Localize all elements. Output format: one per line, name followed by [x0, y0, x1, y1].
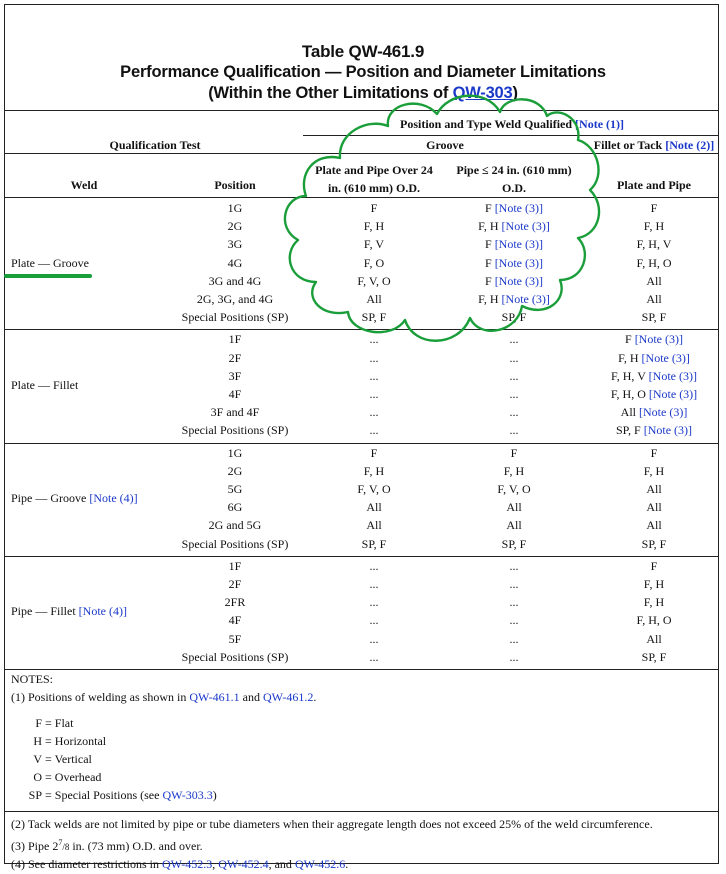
note-3: (3) Pipe $2^7/8$ in. (73 mm) O.D. and over. — [11, 837, 203, 853]
position-cell: 5G — [227, 482, 243, 496]
pipe-le-24-cell: SP, F — [501, 536, 527, 551]
position-cell: 6G — [227, 500, 243, 515]
over-24-cell: F, V, O — [357, 273, 391, 288]
over-24-cell: F — [370, 201, 378, 215]
fillet-tack-cell: All — [646, 518, 662, 533]
pipe-le-24-cell: All — [506, 518, 522, 533]
legend-item: V = Vertical — [20, 750, 217, 768]
pipe-le-24-cell: ... — [509, 631, 519, 646]
header-groove: Groove — [426, 138, 464, 152]
header-position-type: Position and Type Weld Qualified [Note (1)] — [399, 117, 625, 131]
fillet-tack-cell: F — [650, 201, 658, 215]
over-24-cell: F, V — [363, 237, 385, 252]
legend-code: O — [33, 770, 42, 784]
legend-code: F — [35, 716, 42, 730]
note-1: (1) Positions of welding as shown in QW-461.1 and QW-461.2. — [11, 690, 317, 704]
qw-452-3-link[interactable]: QW-452.3 — [161, 857, 213, 871]
over-24-cell: ... — [369, 631, 379, 646]
note-3-link[interactable]: [Note (3)] — [643, 423, 693, 438]
fillet-tack-value: F, H — [618, 350, 639, 365]
note-3-link[interactable]: [Note (3)] — [648, 387, 698, 401]
position-cell: Special Positions (SP) — [181, 423, 289, 438]
cloud-annotation — [285, 96, 599, 341]
pipe-le-24-cell: All — [506, 500, 522, 515]
qw-452-6-link[interactable]: QW-452.6 — [294, 857, 346, 871]
fillet-tack-cell: All — [646, 500, 662, 515]
position-cell: 2FR — [224, 595, 246, 610]
pipe-le-24-cell: ... — [509, 577, 519, 591]
pipe-le-24-cell: ... — [509, 649, 519, 664]
position-cell: Special Positions (SP) — [181, 536, 289, 551]
position-cell: Special Positions (SP) — [181, 649, 289, 664]
pipe-le-24-cell: F, V, O — [497, 482, 531, 496]
note-3-link[interactable]: [Note (3)] — [494, 201, 543, 215]
over-24-cell: F, H — [363, 463, 385, 478]
table-subtitle-qualifier: (Within the Other Limitations of QW-303) — [208, 84, 518, 102]
pipe-le-24-cell: ... — [509, 387, 519, 401]
over-24-cell: ... — [369, 613, 379, 628]
table-subtitle: Performance Qualification — Position and Diameter Limitations — [120, 63, 606, 81]
header-fillet-tack: Fillet or Tack [Note (2)] — [593, 138, 715, 152]
fillet-tack-cell: F, H, V — [636, 237, 672, 252]
note-3-link[interactable]: [Note (3)] — [641, 350, 690, 365]
pipe-le-24-cell: ... — [509, 332, 519, 347]
qw-303-3-link[interactable]: QW-303.3 — [162, 788, 213, 802]
header-position: Position — [214, 178, 256, 192]
pipe-le-24-cell: ... — [509, 368, 519, 383]
position-cell: 2F — [228, 577, 242, 591]
over-24-cell: ... — [369, 405, 379, 420]
weld-type-text: Plate — Groove — [11, 255, 89, 270]
over-24-cell: ... — [369, 368, 379, 383]
legend-item: SP = Special Positions (see QW-303.3) — [20, 786, 217, 804]
fillet-tack-cell: F — [650, 558, 658, 573]
pipe-le-24-value: F, H — [478, 292, 499, 306]
over-24-cell: ... — [369, 577, 379, 591]
pipe-le-24-cell: ... — [509, 595, 519, 610]
notes-heading: NOTES: — [11, 672, 53, 686]
over-24-cell: ... — [369, 387, 379, 401]
pipe-le-24-value: F, H — [478, 219, 499, 234]
fillet-tack-value: F, H, V — [611, 368, 646, 383]
over-24-cell: ... — [369, 350, 379, 365]
pipe-le-24-cell: F, H — [503, 463, 525, 478]
pipe-le-24-cell: ... — [509, 350, 519, 365]
header-weld: Weld — [70, 178, 98, 192]
note-3-link[interactable]: [Note (3)] — [639, 405, 688, 420]
over-24-cell: All — [366, 500, 382, 515]
over-24-cell: SP, F — [361, 310, 387, 325]
fillet-tack-cell: F, H — [643, 595, 665, 610]
note-3-link[interactable]: [Note (3)] — [648, 368, 697, 383]
note-3-link[interactable]: [Note (3)] — [494, 255, 543, 270]
position-cell: 2G, 3G, and 4G — [196, 292, 274, 306]
legend-meaning: Flat — [54, 716, 74, 730]
fillet-tack-cell: All — [646, 292, 662, 306]
qw-303-link[interactable]: QW-303 — [452, 84, 513, 102]
pipe-le-24-value: F — [485, 201, 492, 215]
weld-type-text: Plate — Fillet — [11, 378, 79, 392]
weld-type-text: Pipe — Groove — [11, 491, 87, 506]
pipe-le-24-value: F — [485, 273, 492, 288]
fillet-tack-cell: F — [650, 445, 658, 460]
over-24-cell: F — [370, 445, 378, 460]
legend-item: F = Flat — [20, 714, 217, 732]
position-cell: 1G — [227, 445, 243, 460]
header-qualification-test: Qualification Test — [109, 138, 201, 152]
note-2: (2) Tack welds are not limited by pipe or tube diameters when their aggregate length does not exceed 25% of the weld circumference. — [11, 817, 653, 831]
position-cell: 2G and 5G — [208, 518, 262, 533]
fillet-tack-cell: F, H, O — [636, 613, 672, 628]
over-24-cell: ... — [369, 558, 379, 573]
position-cell: 4G — [227, 255, 243, 270]
legend-code: SP — [28, 788, 42, 802]
position-cell: 3F and 4F — [210, 405, 260, 420]
over-24-cell: All — [366, 292, 382, 306]
pipe-le-24-cell: ... — [509, 423, 519, 438]
fillet-tack-cell: SP, F — [641, 649, 667, 664]
over-24-cell: All — [366, 518, 382, 533]
position-cell: 5F — [228, 631, 242, 646]
fillet-tack-cell: F, H — [643, 219, 665, 234]
over-24-cell: ... — [369, 649, 379, 664]
legend-item: H = Horizontal — [20, 732, 217, 750]
header-pipe-le: Pipe ≤ 24 in. (610 mm) O.D. — [456, 163, 572, 195]
position-cell: 2G — [227, 463, 243, 478]
position-cell: 2F — [228, 350, 242, 365]
position-cell: 1F — [228, 558, 242, 573]
pipe-le-24-cell: SP, F — [501, 310, 527, 325]
position-cell: 3F — [228, 368, 242, 383]
fillet-tack-value: F — [625, 332, 632, 347]
table-title: Table QW-461.9 — [301, 42, 425, 61]
position-cell: 4F — [228, 613, 242, 628]
fillet-tack-cell: All — [646, 273, 662, 288]
over-24-cell: F, V, O — [357, 482, 391, 496]
legend-meaning: Horizontal — [54, 734, 107, 748]
qw-461-1-link[interactable]: QW-461.1 — [189, 690, 240, 704]
legend-code: V — [33, 752, 42, 766]
fillet-tack-cell: All — [646, 482, 662, 496]
legend-meaning: Vertical — [54, 752, 92, 766]
pipe-le-24-cell: ... — [509, 613, 519, 628]
over-24-cell: F, H — [363, 219, 385, 234]
position-cell: Special Positions (SP) — [181, 310, 289, 325]
legend-tail: ) — [212, 788, 217, 802]
qw-452-4-link[interactable]: QW-452.4 — [218, 857, 269, 871]
over-24-cell: ... — [369, 595, 379, 610]
fillet-tack-cell: F, H, O — [636, 255, 672, 270]
note-3-link[interactable]: [Note (3)] — [494, 273, 543, 288]
fillet-tack-cell: SP, F — [641, 310, 667, 325]
note-1-link[interactable]: [Note (1)] — [575, 117, 625, 131]
fillet-tack-cell: SP, F — [641, 536, 667, 551]
fillet-tack-cell: All — [646, 631, 662, 646]
position-cell: 1G — [227, 201, 243, 215]
pipe-le-24-value: F — [485, 255, 492, 270]
position-cell: 3G and 4G — [208, 273, 262, 288]
note-3-link[interactable]: [Note (3)] — [501, 292, 550, 306]
qw-461-2-link[interactable]: QW-461.2 — [263, 690, 314, 704]
pipe-le-24-cell: ... — [509, 405, 519, 420]
fillet-tack-cell: F, H — [643, 577, 665, 591]
note-3-link[interactable]: [Note (3)] — [634, 332, 683, 347]
over-24-cell: ... — [369, 332, 379, 347]
legend-meaning: Special Positions (see — [54, 788, 163, 802]
header-plate-pipe-over: Plate and Pipe Over 24 in. (610 mm) O.D. — [315, 163, 433, 195]
note-3-link[interactable]: [Note (3)] — [494, 237, 543, 252]
fillet-tack-cell: F, H — [643, 463, 665, 478]
weld-type-text: Pipe — Fillet — [11, 604, 76, 619]
position-cell: 4F — [228, 387, 242, 401]
pipe-le-24-cell: F — [510, 445, 518, 460]
note-2-link[interactable]: [Note (2)] — [665, 138, 715, 152]
fillet-tack-value: F, H, O — [610, 387, 646, 401]
note-3-link[interactable]: [Note (3)] — [501, 219, 550, 234]
over-24-cell: F, O — [363, 255, 385, 270]
pipe-le-24-cell: ... — [509, 558, 519, 573]
legend-code: H — [33, 734, 42, 748]
legend-item: O = Overhead — [20, 768, 217, 786]
position-cell: 2G — [227, 219, 243, 234]
position-cell: 1F — [228, 332, 242, 347]
header-plate-and-pipe: Plate and Pipe — [617, 178, 691, 192]
note-4-link[interactable]: [Note (4)] — [78, 604, 127, 619]
note-4-link[interactable]: [Note (4)] — [89, 491, 138, 506]
over-24-cell: SP, F — [361, 536, 387, 551]
fillet-tack-value: SP, F — [615, 423, 641, 438]
legend-meaning: Overhead — [54, 770, 102, 784]
position-cell: 3G — [227, 237, 243, 252]
pipe-le-24-value: F — [485, 237, 492, 252]
note-4: (4) See diameter restrictions in QW-452.3, QW-452.4, and QW-452.6. — [11, 857, 349, 871]
over-24-cell: ... — [369, 423, 379, 438]
fillet-tack-value: All — [620, 405, 637, 420]
